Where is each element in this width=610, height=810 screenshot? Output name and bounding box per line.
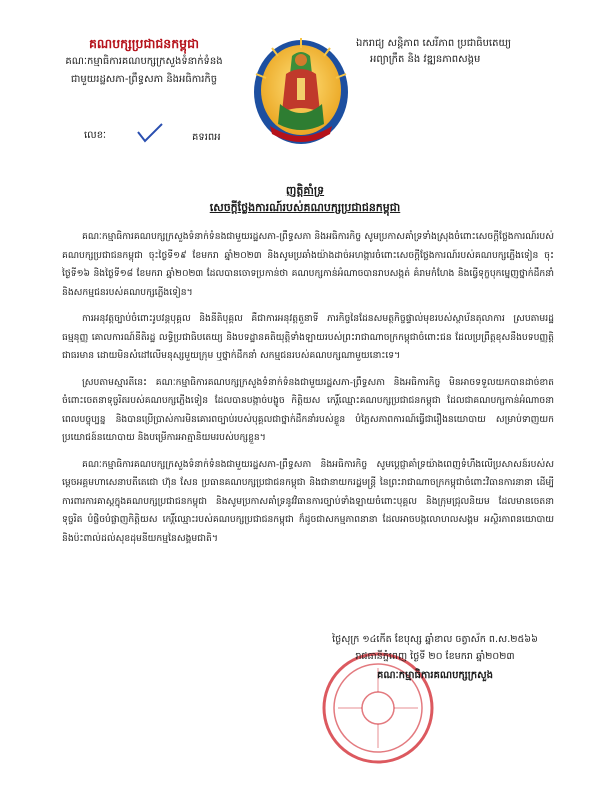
handwritten-mark-icon — [136, 122, 164, 144]
footer-block — [290, 631, 580, 684]
paragraph-1: គណៈកម្មាធិការគណបក្សក្រសួងទំនាក់ទំនងជាមួយរដ្ឋសភា-ព្រឹទ្ធសភា និងអធិការកិច្ច សូមប្រកាសគាំទ្រទាំងស្រុងចំពោះសេចក្តីថ្លែងការណ៍របស់គណបក្សប្រជាជនកម្ពុជា ចុះថ្ងៃទី១៩ ខែមករា ឆ្នាំ២០២៣ និងសូមប្រឆាំងយ៉ាងដាច់អហង្ការចំពោះសេចក្តីថ្លែងការណ៍របស់គណបក្សភ្លើងទៀន ចុះថ្ងៃទី១៦ និងថ្ងៃទី១៨ ខែមករា ឆ្នាំ២០២៣ ដែលបានចោទប្រកាន់ថា គណបក្សកាន់អំណាចបានរាបសង្កត់ គំរាមកំហែង និងធ្វើទុក្ខបុកម្នេញថ្នាក់ដឹកនាំ និងសកម្មជនរបស់គណបក្សភ្លើងទៀន។ — [62, 231, 554, 298]
document-heading: សេចក្តីថ្លែងការណ៍របស់គណបក្សប្រជាជនកម្ពុជា — [209, 201, 401, 214]
committee-line-1: គណៈកម្មាធិការគណបក្សក្រសួងទំនាក់ទំនង — [65, 56, 223, 67]
motto-line-1: ឯករាជ្យ សន្តិភាព សេរីភាព ប្រជាធិបតេយ្យ — [356, 38, 511, 49]
party-name: គណបក្សប្រជាជនកម្ពុជា — [89, 36, 199, 51]
committee-line-2: ជាមួយរដ្ឋសភា-ព្រឹទ្ធសភា និងអធិការកិច្ច — [70, 74, 218, 85]
title-block — [60, 183, 550, 217]
reference-label: លេខៈ — [84, 130, 107, 141]
header-left — [44, 28, 244, 88]
header-right — [356, 36, 586, 68]
paragraph-3: ស្របតាមស្មារតីនេះ គណៈកម្មាធិការគណបក្សក្រសួងទំនាក់ទំនងជាមួយរដ្ឋសភា-ព្រឹទ្ធសភា និងអធិការកិច្ច មិនអាចទទួលយកបានដាច់ខាតចំពោះចេតនាទុច្ចរិតរបស់គណបក្សភ្លើងទៀន ដែលបានបង្កាច់បង្ខូច កិត្តិយស កេរ្តិ៍ឈ្មោះគណបក្សប្រជាជនកម្ពុជា ដែលជាគណបក្សកាន់អំណាចនាពេលបច្ចុប្បន្ន និងបានប្រើប្រាស់ការមិនគោរពច្បាប់របស់បុគ្គលជាថ្នាក់ដឹកនាំរបស់ខ្លួន បំភ្លៃសភាពការណ៍ធ្វើជារឿងនយោបាយ សម្រាប់ទាញយកប្រយោជន៍នយោបាយ និងបម្រើការអាត្មានិយមរបស់បក្សខ្លួន។ — [62, 376, 554, 443]
signatory: គណៈកម្មាធិការគណបក្សក្រសួង — [377, 670, 493, 681]
document-type: ញត្តិគាំទ្រ — [285, 184, 325, 197]
party-logo — [250, 34, 352, 146]
reference-suffix: គទរពអ — [192, 132, 221, 143]
document-body — [62, 228, 554, 556]
reference-number — [84, 128, 106, 143]
paragraph-2: ការអនុវត្តច្បាប់ចំពោះរូបវន្តបុគ្គល និងនីតិបុគ្គល គឺជាការអនុវត្តតួនាទី ភារកិច្ចនៃដែនសមត្ថកិច្ចផ្ទាល់មុខរបស់ស្ថាប័នតុលាការ ស្របតាមរដ្ឋធម្មនុញ្ញ គោលការណ៍នីតិរដ្ឋ លទ្ធិប្រជាធិបតេយ្យ និងបទដ្ឋានគតិយុត្តិទាំងឡាយរបស់ព្រះរាជាណាចក្រកម្ពុជាចំពោះជន ដែលប្រព្រឹត្តខុសនឹងបទបញ្ញត្តិជាធរមាន ដោយមិនសំដៅលើមនុស្សមួយក្រុម ឬថ្នាក់ដឹកនាំ សកម្មជនរបស់គណបក្សណាមួយនោះទេ។ — [62, 313, 554, 361]
lunar-date: ថ្ងៃសុក្រ ១៤កើត ខែបុស្ស ឆ្នាំខាល ចត្វាស័ក ព.ស.២៥៦៦ — [332, 634, 538, 645]
paragraph-4: គណៈកម្មាធិការគណបក្សក្រសួងទំនាក់ទំនងជាមួយរដ្ឋសភា-ព្រឹទ្ធសភា និងអធិការកិច្ច សូមប្តេជ្ញាគាំទ្រយ៉ាងពេញទំហឹងលើប្រសាសន៍របស់សម្តេចអគ្គមហាសេនាបតីតេជោ ហ៊ុន សែន ប្រធានគណបក្សប្រជាជនកម្ពុជា និងជានាយករដ្ឋមន្ត្រី នៃព្រះរាជាណាចក្រកម្ពុជាចំពោះវិធានការនានា ដើម្បីការពារការគាស្តក្នុងគណបក្សប្រជាជនកម្ពុជា និងសូមប្រកាសគាំទ្រនូវវិធានការច្បាប់ទាំងឡាយចំពោះបុគ្គល និងក្រុមជ្រុលនិយម ដែលមានចេតនាទុច្ចរិត បំផ្លិចបំផ្លាញកិត្តិយស កេរ្តិ៍ឈ្មោះរបស់គណបក្សប្រជាជនកម្ពុជា ក៏ដូចជាសកម្មភាពនានា ដែលអាចបង្កលោហលសង្គម អស្ថិរភាពនយោបាយ និងប៉ះពាល់ដល់សុខដុមនីយកម្មនៃសង្គមជាតិ។ — [62, 458, 554, 544]
solar-date: រាជធានីភ្នំពេញ ថ្ងៃទី ២០ ខែមករា ឆ្នាំ២០២៣ — [355, 651, 515, 662]
motto-line-2: អព្យាក្រឹត និង វឌ្ឍនភាពសង្គម — [370, 54, 481, 65]
